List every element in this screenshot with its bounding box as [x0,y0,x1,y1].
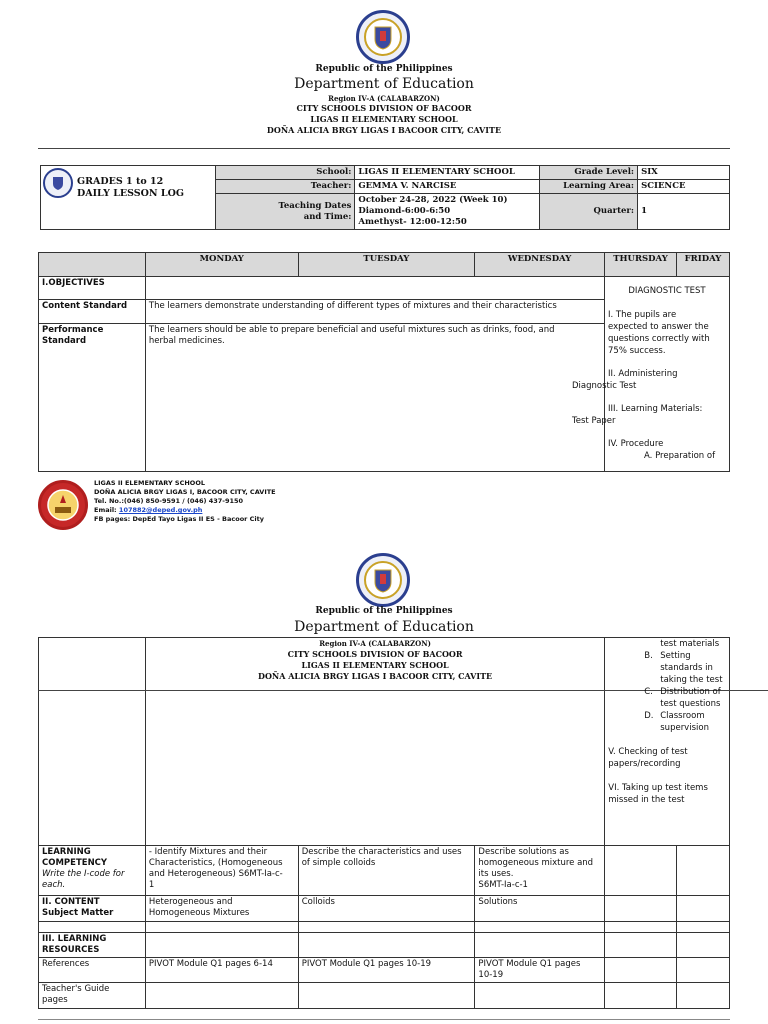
lc-mon-4: 1 [148,880,155,890]
lc-wednesday [475,846,605,896]
cont-v2: papers/recording [608,759,681,769]
cont-b3: taking the test [660,675,723,685]
ref-label: References [39,958,146,983]
day-thursday: THURSDAY [605,253,677,277]
address-line: DOÑA ALICIA BRGY LIGAS I BACOOR CITY, CAVITE [266,125,502,135]
footer-email-line [94,506,276,515]
teacher-label: Teacher: [215,180,355,194]
lc-monday [145,846,298,896]
cont-c-letter: C. [644,687,653,697]
teacher-value: GEMMA V. NARCISE [355,180,540,194]
cont-v1: V. Checking of test [608,747,688,757]
cont-c2: test questions [660,699,721,709]
thursday-diagnostic-cell [572,277,730,472]
division-line: CITY SCHOOLS DIVISION OF BACOOR [296,103,472,113]
content-label [39,896,146,922]
content-standard-label: Content Standard [39,300,146,324]
dates-value-1: October 24-28, 2022 (Week 10) [358,195,508,205]
school-logo-small [43,168,73,198]
content-wednesday: Solutions [475,896,605,922]
thu-p4a: A. Preparation of [644,451,716,461]
department-title: Department of Education [294,76,474,92]
day-monday: MONDAY [145,253,298,277]
thu-p2b: Diagnostic Test [572,381,637,391]
cont-d: Classroom [660,711,705,721]
lc-wed-3: its uses. [478,869,514,879]
school-seal-footer [38,480,88,530]
content-mon-2: Homogeneous Mixtures [148,908,250,918]
cont-d-letter: D. [644,711,654,721]
lc-mon-2: Characteristics, (Homogeneous [148,858,283,868]
lr-label-1: III. LEARNING [42,934,107,944]
footer-email-link[interactable]: 107882@deped.gov.ph [118,506,203,514]
page2-bottom-divider [38,1019,730,1020]
thu-p3a: III. Learning Materials: [608,404,703,414]
deped-seal-top [356,10,410,64]
cont-b2: standards in [660,663,713,673]
performance-standard-label [39,324,146,472]
dates-value-2: Diamond-6:00-6:50 [358,206,451,216]
content-standard: The learners demonstrate understanding of different types of mixtures and their characteristics [145,300,604,324]
dates-label [215,194,355,230]
lc-wed-4: S6MT-Ia-c-1 [478,880,528,890]
lc-label [39,846,146,896]
cont-vi2: missed in the test [608,795,685,805]
day-friday: FRIDAY [676,253,729,277]
lr-label-2: RESOURCES [42,945,100,955]
thu-p1a: I. The pupils are [608,310,677,320]
ref-wed-2: 10-19 [478,970,504,980]
thu-p1c: questions correctly with [608,334,710,344]
log-title-cell [41,166,216,230]
footer-school: LIGAS II ELEMENTARY SCHOOL [94,479,206,487]
tg-label-2: pages [42,995,68,1005]
region-line: Region IV-A (CALABARZON) [328,94,440,103]
ref-tuesday: PIVOT Module Q1 pages 10-19 [298,958,475,983]
area-value: SCIENCE [638,180,730,194]
content-label-1: II. CONTENT [42,897,100,907]
lc-label-3: Write the I-code for [42,869,125,879]
content-mon-1: Heterogeneous and [148,897,233,907]
cont-d2: supervision [660,723,709,733]
republic-line-2: Republic of the Philippines [315,606,453,616]
cont-c: Distribution of [660,687,721,697]
footer-address: DOÑA ALICIA BRGY LIGAS I, BACOOR CITY, CAVITE [94,488,276,496]
school-line-2: LIGAS II ELEMENTARY SCHOOL [301,660,449,670]
school-seal-icon [45,487,81,523]
lc-mon-3: and Heterogeneous) S6MT-Ia-c- [148,869,283,879]
footer-fb: FB pages: DepEd Tayo Ligas II ES - Bacoor City [94,515,264,523]
region-line-2: Region IV-A (CALABARZON) [319,639,431,648]
lc-tue-2: of simple colloids [301,858,376,868]
thursday-continued-cell [605,638,730,846]
school-line: LIGAS II ELEMENTARY SCHOOL [310,114,458,124]
lc-label-2: COMPETENCY [42,858,108,868]
content-tuesday: Colloids [298,896,475,922]
deped-seal-icon [363,17,403,57]
ref-wednesday [475,958,605,983]
info-table [40,165,730,230]
performance-2: herbal medicines. [148,336,225,346]
deped-seal-icon-2 [363,560,403,600]
log-title-2: DAILY LESSON LOG [77,188,184,199]
dates-label-2: and Time: [303,211,352,222]
quarter-label: Quarter: [540,194,638,230]
school-label: School: [215,166,355,180]
cont-b-letter: B. [644,651,653,661]
performance-label-1: Performance [42,325,104,335]
cont-a: test materials [660,639,720,649]
dates-value [355,194,540,230]
ref-monday: PIVOT Module Q1 pages 6-14 [145,958,298,983]
lc-label-1: LEARNING [42,847,91,857]
lc-mon-1: - Identify Mixtures and their [148,847,268,857]
thu-p1b: expected to answer the [608,322,709,332]
content-label-2: Subject Matter [42,908,114,918]
day-wednesday: WEDNESDAY [475,253,605,277]
shield-icon [48,173,68,193]
lr-label [39,933,146,958]
lc-label-4: each. [42,880,66,890]
log-title-1: GRADES 1 to 12 [77,176,164,187]
dates-label-1: Teaching Dates [278,200,352,211]
grade-value: SIX [638,166,730,180]
thu-p3b: Test Paper [572,416,616,426]
objectives-label: I.OBJECTIVES [39,277,146,300]
performance-1: The learners should be able to prepare beneficial and useful mixtures such as drinks, food, and [148,325,555,335]
quarter-value: 1 [638,194,730,230]
day-tuesday: TUESDAY [298,253,475,277]
ref-wed-1: PIVOT Module Q1 pages [478,959,581,969]
school-value: LIGAS II ELEMENTARY SCHOOL [355,166,540,180]
content-monday [145,896,298,922]
area-label: Learning Area: [540,180,638,194]
dates-value-3: Amethyst- 12:00-12:50 [358,217,467,227]
footer-tel: Tel. No.:(046) 850-9591 / (046) 437-9150 [94,497,244,505]
diagnostic-title: DIAGNOSTIC TEST [628,286,706,296]
division-line-2: CITY SCHOOLS DIVISION OF BACOOR [287,649,463,659]
republic-line: Republic of the Philippines [315,64,453,74]
cont-b: Setting [660,651,691,661]
thu-p4: IV. Procedure [608,439,664,449]
tg-label [39,983,146,1009]
lc-tuesday [298,846,475,896]
thu-p1d: 75% success. [608,346,666,356]
header-divider [38,148,730,149]
lc-wed-1: Describe solutions as [478,847,569,857]
department-title-2: Department of Education [294,619,474,635]
lesson-table-page2 [38,637,730,1009]
performance-standard [145,324,604,472]
lesson-table [38,252,730,472]
grade-label: Grade Level: [540,166,638,180]
deped-seal-page2 [356,553,410,607]
address-line-2: DOÑA ALICIA BRGY LIGAS I BACOOR CITY, CAVITE [258,671,493,681]
cont-vi1: VI. Taking up test items [608,783,708,793]
page2-header-cell [145,638,604,846]
footer-email-label: Email: [94,506,119,514]
lc-tue-1: Describe the characteristics and uses [301,847,462,857]
thu-p2a: II. Administering [608,369,678,379]
performance-label-2: Standard [42,336,87,346]
lc-wed-2: homogeneous mixture and [478,858,594,868]
tg-label-1: Teacher's Guide [42,984,110,994]
